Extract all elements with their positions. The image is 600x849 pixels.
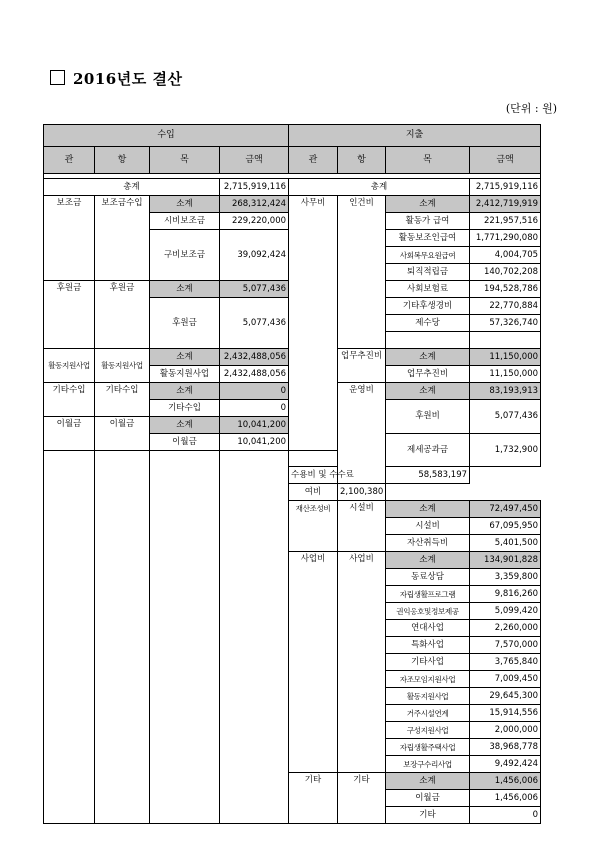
subtotal-amount: 5,077,436 [220, 281, 289, 298]
empty-cell [95, 451, 150, 824]
expense-mok: 기타후생경비 [386, 298, 470, 315]
expense-amount: 15,914,556 [470, 705, 541, 722]
expense-amount: 58,583,197 [386, 467, 470, 484]
expense-amount: 3,765,840 [470, 654, 541, 671]
expense-mok: 퇴직적립금 [386, 264, 470, 281]
expense-mok: 활동지원사업 [386, 688, 470, 705]
checkbox-square-icon [50, 70, 65, 85]
expense-hang: 시설비 [338, 501, 386, 552]
col-mok: 목 [150, 147, 220, 174]
expense-mok: 후원비 [386, 400, 470, 434]
subtotal-label: 소계 [150, 281, 220, 298]
expense-header: 지출 [289, 125, 541, 147]
subtotal-amount: 268,312,424 [220, 196, 289, 213]
expense-mok: 활동보조인급여 [386, 230, 470, 247]
expense-mok: 특화사업 [386, 637, 470, 654]
income-gwan: 기타수입 [44, 383, 95, 417]
subtotal-amount: 10,041,200 [220, 417, 289, 434]
income-hang: 활동지원사업 [95, 349, 150, 383]
income-amount: 229,220,000 [220, 213, 289, 230]
expense-amount [470, 332, 541, 349]
expense-mok: 자립생활주택사업 [386, 739, 470, 756]
expense-hang: 사업비 [338, 552, 386, 773]
expense-mok: 시설비 [386, 518, 470, 535]
empty-cell [220, 451, 289, 824]
expense-amount: 1,771,290,080 [470, 230, 541, 247]
subtotal-amount: 0 [220, 383, 289, 400]
expense-amount: 2,000,000 [470, 722, 541, 739]
column-header-row [44, 147, 541, 174]
expense-amount: 57,326,740 [470, 315, 541, 332]
expense-mok: 거주시설연계 [386, 705, 470, 722]
expense-amount: 7,009,450 [470, 671, 541, 688]
col-amount: 금액 [470, 147, 541, 174]
income-gwan: 보조금 [44, 196, 95, 281]
expense-amount: 22,770,884 [470, 298, 541, 315]
income-amount: 5,077,436 [220, 298, 289, 349]
expense-amount: 194,528,786 [470, 281, 541, 298]
subtotal-label: 소계 [386, 773, 470, 790]
expense-mok: 권익옹호및정보제공 [386, 603, 470, 620]
income-gwan: 후원금 [44, 281, 95, 349]
expense-amount: 4,004,705 [470, 247, 541, 264]
expense-amount: 9,492,424 [470, 756, 541, 773]
income-amount: 39,092,424 [220, 230, 289, 281]
subtotal-amount: 1,456,006 [470, 773, 541, 790]
expense-mok: 기타 [386, 807, 470, 824]
expense-amount: 221,957,516 [470, 213, 541, 230]
expense-gwan: 기타 [289, 773, 338, 824]
expense-amount: 5,401,500 [470, 535, 541, 552]
income-hang: 보조금수입 [95, 196, 150, 281]
income-total-label: 총계 [44, 179, 220, 196]
expense-mok: 제세공과금 [386, 434, 470, 467]
subtotal-amount: 11,150,000 [470, 349, 541, 366]
col-hang: 항 [95, 147, 150, 174]
income-total-amount: 2,715,919,116 [220, 179, 289, 196]
subtotal-label: 소계 [386, 196, 470, 213]
subtotal-amount: 2,412,719,919 [470, 196, 541, 213]
expense-gwan: 사무비 [289, 196, 338, 451]
col-gwan: 관 [44, 147, 95, 174]
expense-amount: 5,099,420 [470, 603, 541, 620]
empty-cell [44, 451, 95, 824]
col-hang: 항 [338, 147, 386, 174]
expense-amount: 7,570,000 [470, 637, 541, 654]
expense-mok: 제수당 [386, 315, 470, 332]
expense-amount: 1,456,006 [470, 790, 541, 807]
expense-amount: 1,732,900 [470, 434, 541, 467]
expense-mok [386, 332, 470, 349]
expense-mok: 사회보험료 [386, 281, 470, 298]
income-mok: 기타수입 [150, 400, 220, 417]
income-hang: 후원금 [95, 281, 150, 349]
income-gwan: 이월금 [44, 417, 95, 451]
income-mok: 이월금 [150, 434, 220, 451]
expense-amount: 0 [470, 807, 541, 824]
expense-amount: 11,150,000 [470, 366, 541, 383]
expense-total-amount: 2,715,919,116 [470, 179, 541, 196]
subtotal-label: 소계 [386, 552, 470, 569]
expense-amount: 2,260,000 [470, 620, 541, 637]
subtotal-label: 소계 [150, 383, 220, 400]
income-gwan: 활동지원사업 [44, 349, 95, 383]
expense-mok: 사회복무요원급여 [386, 247, 470, 264]
expense-amount: 3,359,800 [470, 569, 541, 586]
col-gwan: 관 [289, 147, 338, 174]
table-row [44, 196, 541, 213]
expense-mok: 자산취득비 [386, 535, 470, 552]
income-hang: 기타수입 [95, 383, 150, 417]
expense-hang: 기타 [338, 773, 386, 824]
section-header-row [44, 125, 541, 147]
expense-mok: 수용비 및 수수료 [289, 467, 338, 484]
expense-mok: 자립생활프로그램 [386, 586, 470, 603]
expense-hang: 운영비 [338, 383, 386, 484]
subtotal-label: 소계 [386, 501, 470, 518]
expense-mok: 이월금 [386, 790, 470, 807]
expense-amount: 140,702,208 [470, 264, 541, 281]
expense-hang: 인건비 [338, 196, 386, 349]
col-mok: 목 [386, 147, 470, 174]
income-mok: 후원금 [150, 298, 220, 349]
budget-table [43, 124, 541, 824]
income-amount: 10,041,200 [220, 434, 289, 451]
col-amount: 금액 [220, 147, 289, 174]
subtotal-label: 소계 [386, 349, 470, 366]
subtotal-amount: 72,497,450 [470, 501, 541, 518]
expense-amount: 67,095,950 [470, 518, 541, 535]
subtotal-label: 소계 [386, 383, 470, 400]
table-row [44, 179, 541, 196]
income-amount: 2,432,488,056 [220, 366, 289, 383]
expense-mok: 자조모임지원사업 [386, 671, 470, 688]
expense-mok: 구성지원사업 [386, 722, 470, 739]
empty-cell [150, 451, 220, 824]
subtotal-label: 소계 [150, 417, 220, 434]
expense-amount: 9,816,260 [470, 586, 541, 603]
subtotal-label: 소계 [150, 349, 220, 366]
subtotal-amount: 83,193,913 [470, 383, 541, 400]
expense-mok: 동료상담 [386, 569, 470, 586]
expense-amount: 2,100,380 [338, 484, 386, 501]
subtotal-amount: 134,901,828 [470, 552, 541, 569]
expense-gwan: 재산조성비 [289, 501, 338, 552]
expense-mok: 기타사업 [386, 654, 470, 671]
income-amount: 0 [220, 400, 289, 417]
subtotal-amount: 2,432,488,056 [220, 349, 289, 366]
expense-mok: 연대사업 [386, 620, 470, 637]
expense-hang: 업무추진비 [338, 349, 386, 383]
expense-amount: 5,077,436 [470, 400, 541, 434]
income-mok: 활동지원사업 [150, 366, 220, 383]
expense-mok: 여비 [289, 484, 338, 501]
expense-gwan: 사업비 [289, 552, 338, 773]
expense-mok: 업무추진비 [386, 366, 470, 383]
unit-label: (단위 : 원) [505, 102, 557, 115]
expense-mok: 활동가 급여 [386, 213, 470, 230]
subtotal-label: 소계 [150, 196, 220, 213]
income-mok: 구비보조금 [150, 230, 220, 281]
income-header: 수입 [44, 125, 289, 147]
expense-amount: 29,645,300 [470, 688, 541, 705]
income-hang: 이월금 [95, 417, 150, 451]
expense-total-label: 총계 [289, 179, 470, 196]
income-mok: 시비보조금 [150, 213, 220, 230]
title-text: 2016년도 결산 [73, 70, 183, 88]
expense-mok: 보장구수리사업 [386, 756, 470, 773]
document-title [50, 68, 182, 89]
expense-amount: 38,968,778 [470, 739, 541, 756]
